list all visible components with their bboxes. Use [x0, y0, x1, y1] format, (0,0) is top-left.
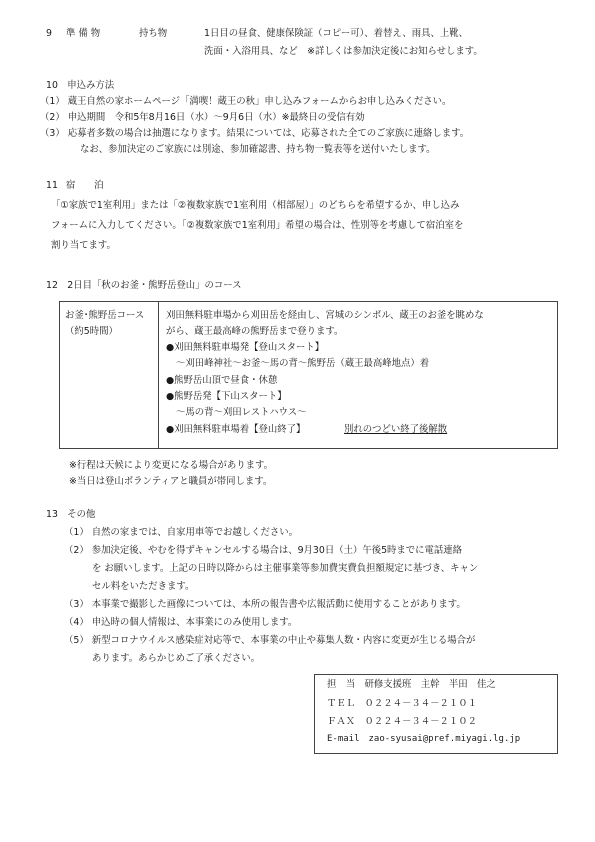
s9-line2: 洗面・入浴用具、など ※詳しくは参加決定後にお知らせします。	[204, 46, 483, 57]
s12-heading: 12 2日目「秋のお釜・熊野岳登山」のコース	[46, 280, 242, 291]
s10-item-1: （1） 蔵王自然の家ホームページ「満喫！蔵王の秋」申し込みフォームからお申し込みください。	[40, 96, 452, 107]
course-note-1: ※行程は天候により変更になる場合があります。	[69, 460, 273, 471]
course-table-divider	[158, 301, 159, 449]
contact-tel: ＴＥＬ ０２２４－３４－２１０１	[327, 698, 478, 709]
course-step-1: ●刈田無料駐車場発【登山スタート】	[166, 342, 325, 353]
contact-email: E-mail zao-syusai@pref.miyagi.lg.jp	[327, 734, 521, 744]
course-note-2: ※当日は登山ボランティアと職員が帯同します。	[69, 476, 273, 487]
course-name: お釜･熊野岳コース	[65, 310, 145, 321]
s13-item-2: （2） 参加決定後、やむを得ずキャンセルする場合は、9月30日（土）午後5時までに電話連絡	[64, 545, 463, 556]
s9-label: 持ち物	[139, 28, 168, 39]
s9-line1: 1日目の昼食、健康保険証（コピー可）、着替え、雨具、上靴、	[204, 28, 468, 39]
contact-fax: ＦＡＸ ０２２４－３４－２１０２	[327, 716, 478, 727]
course-time: （約5時間）	[65, 326, 118, 337]
course-step-2: ●熊野岳山頂で昼食・休憩	[166, 375, 278, 386]
s11-number: 11	[46, 180, 58, 191]
s9-title: 準 備 物	[66, 28, 101, 39]
s11-title: 宿 泊	[66, 180, 104, 191]
s13-item-5-cont: あります。あらかじめご了承ください。	[92, 653, 261, 664]
s10-item-3: （3） 応募者多数の場合は抽選になります。結果については、応募された全てのご家族に連絡します。	[40, 128, 470, 139]
course-step-4: ●刈田無料駐車場着【登山終了】	[166, 424, 306, 435]
s10-heading: 10 申込み方法	[46, 80, 115, 91]
contact-person: 担 当 研修支援班 主幹 半田 佳之	[327, 679, 496, 690]
s11-line-2: フォームに入力してください。「②複数家族で1室利用」希望の場合は、性別等を考慮して宿泊室を	[51, 220, 464, 231]
course-route-1: ～刈田峰神社～お釜～馬の背～熊野岳（蔵王最高峰地点）着	[176, 358, 430, 369]
s10-item-2: （2） 申込期間 令和5年8月16日（水）～9月6日（水）※最終日の受信有効	[40, 112, 365, 123]
course-desc-2: がら、蔵王最高峰の熊野岳まで登ります。	[166, 326, 344, 337]
course-table	[59, 301, 558, 449]
course-step-4-closing: 別れのつどい終了後解散	[344, 424, 448, 435]
course-desc-1: 刈田無料駐車場から刈田岳を経由し、宮城のシンボル、蔵王のお釜を眺めな	[166, 310, 484, 321]
s11-line-1: 「①家族で1室利用」または「②複数家族で1室利用（相部屋）」のどちらを希望するか、申し込み	[51, 200, 460, 211]
s13-item-1: （1） 自然の家までは、自家用車等でお越しください。	[64, 527, 298, 538]
s13-item-2-cont-2: セル料をいただきます。	[92, 581, 195, 592]
s10-item-3-cont: なお、参加決定のご家族には別途、参加確認書、持ち物一覧表等を送付いたします。	[80, 144, 436, 155]
s13-item-4: （4） 申込時の個人情報は、本事業にのみ使用します。	[64, 617, 298, 628]
course-step-3: ●熊野岳発【下山スタート】	[166, 391, 287, 402]
course-route-2: ～馬の背～刈田レストハウス～	[176, 407, 307, 418]
s11-line-3: 割り当てます。	[51, 240, 116, 251]
s13-heading: 13 その他	[46, 509, 96, 520]
s9-number: 9	[46, 28, 52, 39]
s13-item-3: （3） 本事業で撮影した画像については、本所の報告書や広報活動に使用することがあります。	[64, 599, 466, 610]
s13-item-5: （5） 新型コロナウイルス感染症対応等で、本事業の中止や募集人数・内容に変更が生じる場合が	[64, 635, 476, 646]
s13-item-2-cont-1: を お願いします。上記の日時以降からは主催事業等参加費実費負担額規定に基づき、キャン	[92, 563, 479, 574]
